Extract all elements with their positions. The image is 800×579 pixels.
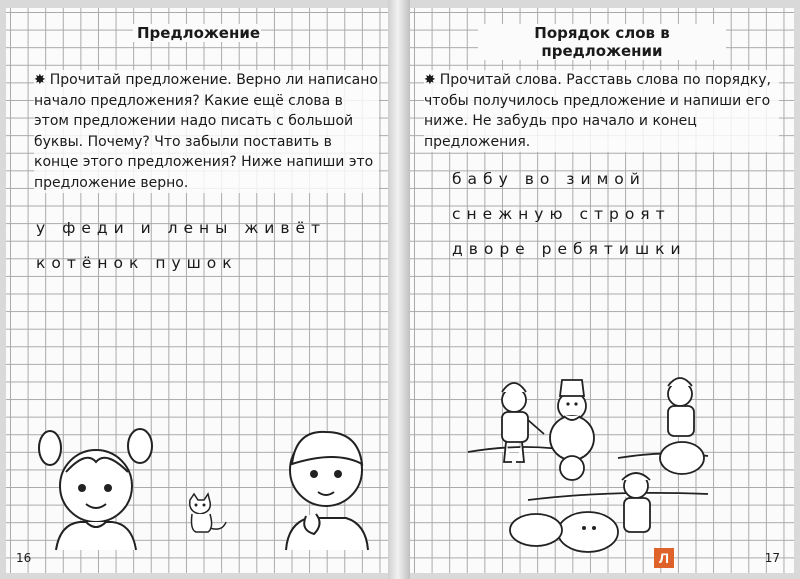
right-page bbox=[410, 8, 794, 573]
page-number: 16 bbox=[16, 551, 32, 565]
page-title: Предложение bbox=[133, 24, 261, 42]
exercise-sentence-line-1: у феди и лены живёт bbox=[36, 219, 327, 237]
page-number: 17 bbox=[764, 551, 780, 565]
boy-illustration bbox=[276, 420, 376, 550]
word-line-3: дворе ребятишки bbox=[452, 240, 687, 258]
instruction-text: Прочитай слова. Расставь слова по порядку, чтобы получилось предложение и напиши его ниже. Не забудь про начало и конец предложения. bbox=[424, 72, 771, 150]
instruction-text: Прочитай предложение. Верно ли написано начало предложения? Какие ещё слова в этом предложении надо писать с большой буквы. Почему? Что забыли поставить в конце этого предложения? Ниже напиши это предложение верно. bbox=[34, 72, 378, 191]
asterisk-bullet-icon: ✸ bbox=[424, 72, 436, 88]
exercise-instruction bbox=[34, 70, 379, 193]
book-gutter bbox=[388, 0, 410, 579]
exercise-instruction bbox=[424, 70, 779, 152]
girl-illustration bbox=[36, 420, 156, 550]
page-title: Порядок слов в предложении bbox=[478, 24, 726, 60]
word-line-2: снежную строят bbox=[452, 205, 671, 223]
left-page bbox=[6, 8, 388, 573]
asterisk-bullet-icon: ✸ bbox=[34, 72, 46, 88]
word-line-1: бабу во зимой bbox=[452, 170, 646, 188]
kitten-illustration bbox=[182, 492, 232, 536]
exercise-sentence-line-2: котёнок пушок bbox=[36, 254, 238, 272]
children-building-snowman-illustration bbox=[468, 372, 728, 562]
publisher-logo: Л bbox=[654, 548, 674, 568]
